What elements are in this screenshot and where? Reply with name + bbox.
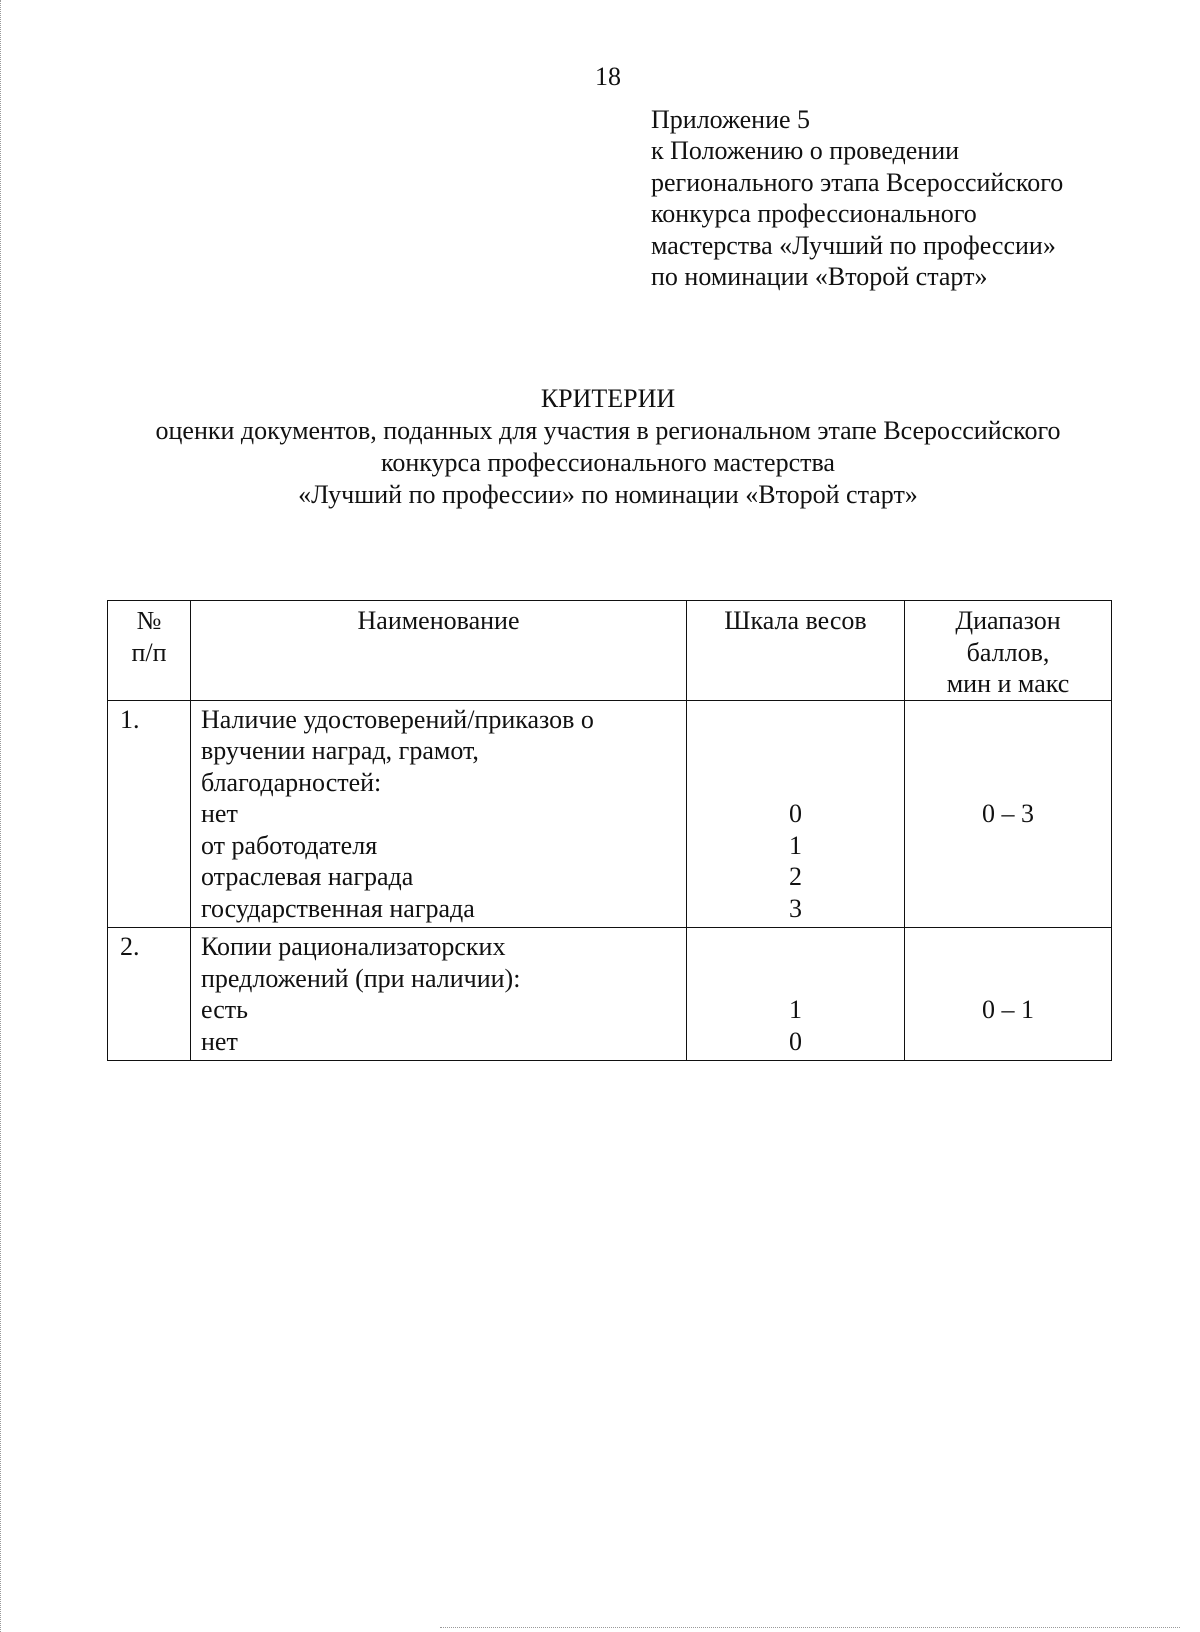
row-range <box>905 928 1112 1061</box>
row-range <box>905 700 1112 928</box>
header-range <box>905 601 1112 701</box>
appendix-line: мастерства «Лучший по профессии» <box>651 230 1056 260</box>
row-name <box>191 928 687 1061</box>
row-name <box>191 700 687 928</box>
weight-value: 0 <box>789 799 802 828</box>
appendix-note <box>651 104 1171 292</box>
header-range-line: Диапазон <box>955 606 1061 635</box>
header-weights: Шкала весов <box>687 601 905 701</box>
header-number-line: № <box>136 606 162 635</box>
range-value: 0 – 3 <box>982 799 1034 828</box>
title-subtitle-line: конкурса профессионального мастерства <box>381 448 835 477</box>
row-name-line: от работодателя <box>201 830 378 860</box>
weight-value: 1 <box>789 995 802 1024</box>
appendix-line: регионального этапа Всероссийского <box>651 167 1064 197</box>
weight-value: 3 <box>789 893 802 923</box>
weight-value: 2 <box>789 862 802 891</box>
header-number-line: п/п <box>131 637 167 667</box>
page-number: 18 <box>595 62 621 91</box>
title-heading: КРИТЕРИИ <box>540 384 676 413</box>
row-name-line: вручении наград, грамот, <box>201 736 479 765</box>
header-number <box>108 601 191 701</box>
weight-value: 0 <box>789 1026 802 1056</box>
row-name-line: благодарностей: <box>201 767 382 797</box>
row-weights <box>687 928 905 1061</box>
table-row <box>108 928 1112 1061</box>
table-header-row <box>108 601 1112 701</box>
document-title <box>0 383 1200 511</box>
row-name-line: есть <box>201 995 248 1024</box>
appendix-line: по номинации «Второй старт» <box>651 262 988 292</box>
row-name-line: государственная награда <box>201 893 475 923</box>
criteria-table <box>107 600 1112 1061</box>
row-name-line: отраслевая награда <box>201 862 414 891</box>
row-number: 1. <box>108 700 191 928</box>
appendix-line: к Положению о проведении <box>651 136 960 166</box>
appendix-line: конкурса профессионального <box>651 199 977 229</box>
title-subtitle-line: «Лучший по профессии» по номинации «Второй старт» <box>298 480 918 509</box>
row-number: 2. <box>108 928 191 1061</box>
range-spacer <box>915 931 1101 994</box>
range-spacer <box>915 704 1101 799</box>
scan-edge <box>0 0 5 1632</box>
weights-spacer <box>697 931 894 994</box>
table-row <box>108 700 1112 928</box>
row-name-line: Наличие удостоверений/приказов о <box>201 704 594 734</box>
row-name-line: предложений (при наличии): <box>201 963 521 993</box>
header-name: Наименование <box>191 601 687 701</box>
range-value: 0 – 1 <box>982 995 1034 1024</box>
appendix-line: Приложение 5 <box>651 105 811 134</box>
header-range-line: мин и макс <box>946 669 1070 698</box>
weights-spacer <box>697 704 894 799</box>
scan-bottom-edge <box>440 1627 1180 1628</box>
row-weights <box>687 700 905 928</box>
row-name-line: Копии рационализаторских <box>201 932 506 961</box>
weight-value: 1 <box>789 830 802 860</box>
title-subtitle-line: оценки документов, поданных для участия в региональном этапе Всероссийского <box>155 416 1061 445</box>
row-name-line: нет <box>201 1026 238 1056</box>
row-name-line: нет <box>201 799 238 828</box>
header-range-line: баллов, <box>966 637 1050 667</box>
